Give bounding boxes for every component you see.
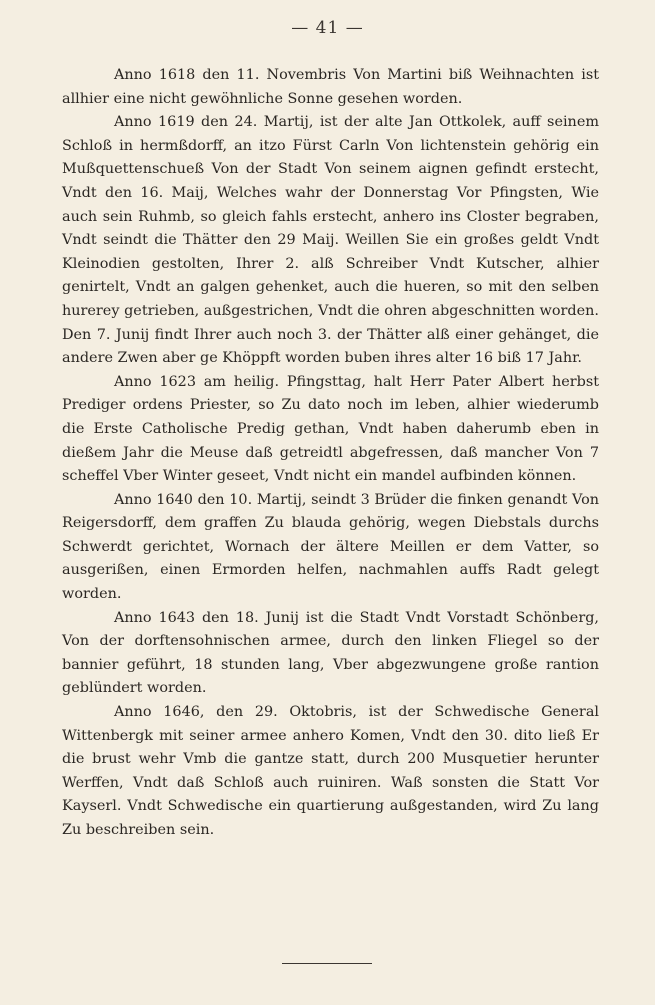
page-number: — 41 — (291, 18, 364, 38)
end-rule-divider (282, 963, 372, 964)
chronicle-entry-1619: Anno 1619 den 24. Martij, ist der alte Jan Ottkolek, auff seinem Schloß in hermßdorff, an itzo Fürst Carln Von lichtenstein gehörig ein Mußquettenschueß Von der Stadt Von seinem aignen gefindt erstecht, Vndt den 16. Maij, Welches wahr der Donnerstag Vor Pfingsten, Wie auch sein Ruhmb, so gleich fahls erstecht, anhero ins Closter begraben, Vndt seindt die Thätter den 29 Maij. Weillen Sie ein großes geldt Vndt Kleinodien gestolten, Ihrer 2. alß Schreiber Vndt Kutscher, alhier genirtelt, Vndt an galgen gehenket, auch die hueren, so mit den selben hurerey getrieben, außgestrichen, Vndt die ohren abgeschnitten worden. Den 7. Junij findt Ihrer auch noch 3. der Thätter alß einer gehänget, die andere Zwen aber ge Khöppft worden buben ihres alter 16 biß 17 Jahr. (62, 114, 599, 367)
chronicle-entry-1623: Anno 1623 am heilig. Pfingsttag, halt Herr Pater Albert herbst Prediger ordens Priester, so Zu dato noch im leben, alhier wiederumb die Erste Catholische Predig gethan, Vndt haben daherumb eben in dießem Jahr die Meuse daß getreidtl abgefressen, daß mancher Von 7 scheffel Vber Winter geseet, Vndt nicht ein mandel aufbinden können. (62, 373, 599, 485)
chronicle-entry-1643: Anno 1643 den 18. Junij ist die Stadt Vndt Vorstadt Schönberg, Von der dorftensohnischen armee, durch den linken Fliegel so der bannier geführt, 18 stunden lang, Vber abgezwungene große rantion geblündert worden. (62, 609, 599, 697)
chronicle-text (62, 64, 599, 843)
chronicle-entry-1640: Anno 1640 den 10. Martij, seindt 3 Brüder die finken genandt Von Reigersdorff, dem graffen Zu blauda gehörig, wegen Diebstals durchs Schwerdt gerichtet, Wornach der ältere Meillen er dem Vatter, so ausgerißen, einen Ermorden helfen, nachmahlen auffs Radt gelegt worden. (62, 491, 599, 603)
chronicle-entry-1646: Anno 1646, den 29. Oktobris, ist der Schwedische General Wittenbergk mit seiner armee anhero Komen, Vndt den 30. dito ließ Er die brust wehr Vmb die gantze statt, durch 200 Musquetier herunter Werffen, Vndt daß Schloß auch ruiniren. Waß sonsten die Statt Vor Kayserl. Vndt Schwedische ein quartierung außgestanden, wird Zu lang Zu beschreiben sein. (62, 704, 599, 838)
chronicle-entry-1618: Anno 1618 den 11. Novembris Von Martini biß Weihnachten ist allhier eine nicht gewöhnliche Sonne gesehen worden. (62, 67, 599, 107)
